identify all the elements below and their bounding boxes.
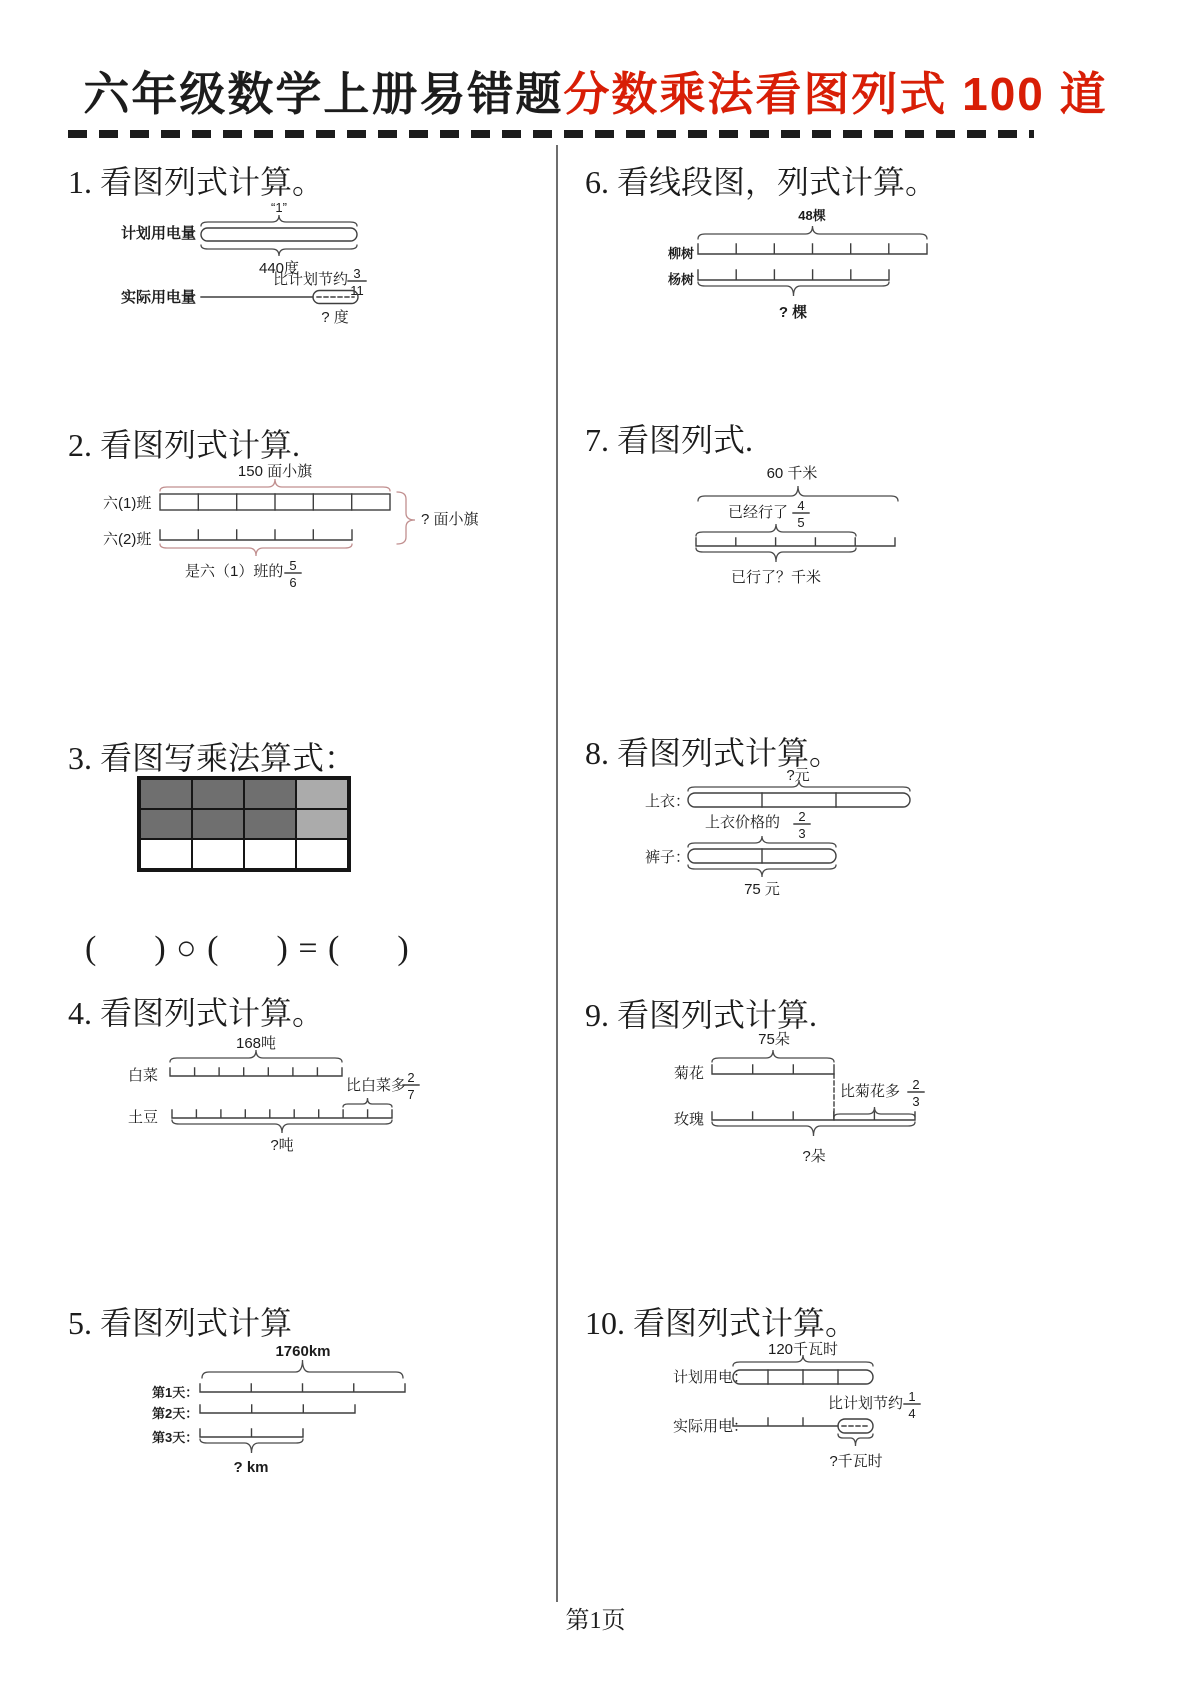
p5-heading: 5. 看图列式计算	[68, 1305, 293, 1341]
p2-ratio-denominator: 6	[289, 575, 297, 590]
p5-question-label: ? km	[233, 1459, 269, 1476]
p9-diagram	[652, 1028, 952, 1168]
p8-top-question-label: ?元	[786, 767, 810, 784]
fraction-5-6	[285, 558, 301, 590]
p6-row1-label: 柳树	[668, 246, 695, 261]
p1-saving-denominator: 11	[350, 283, 364, 298]
p8-diagram	[630, 767, 960, 900]
grid-cell-dark	[244, 779, 296, 809]
p1-row2-label: 实际用电量	[121, 289, 197, 306]
p8-over-brace	[688, 780, 910, 791]
p4-question-label: ?吨	[270, 1137, 294, 1154]
p10-diagram	[658, 1338, 950, 1470]
fraction-1-4	[904, 1389, 920, 1421]
p10-heading: 10. 看图列式计算。	[585, 1305, 858, 1341]
page-title-red: 分数乘法看图列式 100 道	[563, 68, 1108, 120]
p9-heading: 9. 看图列式计算.	[585, 997, 818, 1033]
p5-day1-line	[200, 1384, 405, 1392]
p8-ratio-numerator: 2	[798, 809, 806, 824]
p9-row2-label: 玫瑰	[674, 1111, 705, 1128]
p5-day2-line	[200, 1405, 355, 1413]
p2-class1-ticks	[198, 494, 351, 510]
p4-more-label: 比白菜多	[346, 1077, 407, 1094]
p7-done-brace	[696, 524, 856, 536]
grid-cell-white	[244, 839, 296, 869]
p9-under-brace	[712, 1122, 915, 1136]
p8-ratio-label: 上衣价格的	[705, 814, 781, 831]
p4-extra-brace	[343, 1098, 392, 1107]
p5-day3-line	[200, 1429, 303, 1437]
grid-cell-light	[296, 779, 348, 809]
p8-total-label: 75 元	[744, 881, 780, 898]
p8-jacket-bar	[688, 793, 910, 807]
p7-under-brace	[696, 548, 856, 562]
p4-row2-label: 土豆	[128, 1109, 159, 1126]
p5-over-brace	[202, 1360, 403, 1378]
p8-under-brace	[688, 865, 836, 877]
p3-equation: ( ) ○ ( ) = ( )	[85, 930, 410, 967]
p1-row1-label: 计划用电量	[121, 225, 197, 242]
fraction-4-5	[793, 498, 809, 530]
fraction-grid	[137, 776, 351, 872]
p2-ratio-label: 是六（1）班的	[185, 563, 284, 580]
p7-diagram	[648, 460, 950, 588]
p2-under-brace	[160, 544, 352, 556]
p4-under-brace	[172, 1120, 392, 1133]
page-title-black: 六年级数学上册易错题	[83, 68, 564, 120]
p10-total-label: 120千瓦时	[767, 1341, 839, 1358]
p9-more-denominator: 3	[912, 1094, 920, 1109]
fraction-2-3	[908, 1077, 924, 1109]
p6-over-brace	[698, 226, 927, 239]
p7-question-label: 已行了？千米	[730, 569, 822, 586]
p4-diagram	[100, 1028, 430, 1152]
p4-over-brace	[170, 1050, 342, 1062]
p8-row1-label: 上衣：	[645, 793, 691, 810]
p7-heading: 7. 看图列式.	[585, 422, 754, 458]
p1-under-brace	[201, 245, 357, 256]
p8-pants-over-brace	[688, 836, 836, 847]
p1-over-brace	[201, 215, 357, 226]
p6-diagram	[655, 206, 950, 324]
p1-question-label: ? 度	[321, 309, 349, 326]
grid-cell-dark	[244, 809, 296, 839]
p2-right-brace	[397, 492, 415, 544]
p5-day1-label: 第1天：	[152, 1385, 199, 1400]
p7-done-label: 已经行了	[728, 504, 789, 521]
p4-more-denominator: 7	[407, 1087, 415, 1102]
p10-question-label: ?千瓦时	[829, 1453, 883, 1470]
p6-total-label: 48棵	[798, 208, 826, 223]
p4-cabbage-line	[170, 1068, 342, 1076]
p5-diagram	[145, 1342, 430, 1477]
grid-cell-dark	[192, 809, 244, 839]
p5-total-label: 1760km	[275, 1343, 331, 1360]
p8-heading: 8. 看图列式计算。	[585, 735, 842, 771]
p10-under-brace	[838, 1434, 873, 1446]
grid-cell-light	[296, 809, 348, 839]
p6-question-label: ? 棵	[778, 304, 808, 321]
p1-saving-label: 比计划节约	[273, 271, 349, 288]
p6-row2-label: 杨树	[668, 272, 695, 287]
p10-saving-numerator: 1	[908, 1389, 916, 1404]
p2-right-question-label: ? 面小旗	[421, 511, 479, 528]
page-title	[0, 58, 1191, 124]
p10-saving-denominator: 4	[908, 1406, 916, 1421]
p10-row1-label: 计划用电：	[673, 1369, 749, 1386]
p4-more-numerator: 2	[407, 1070, 415, 1085]
p2-ratio-numerator: 5	[289, 558, 297, 573]
p6-under-brace	[698, 282, 889, 296]
p7-done-denominator: 5	[797, 515, 805, 530]
p2-row2-label: 六(2)班	[103, 531, 152, 548]
fraction-2-3	[794, 809, 810, 841]
p1-planned-bar	[201, 228, 357, 241]
p1-diagram	[95, 200, 395, 328]
p2-row1-label: 六(1)班	[103, 495, 152, 512]
p8-jacket-ticks	[762, 793, 836, 807]
title-divider	[68, 130, 1034, 138]
p9-row1-label: 菊花	[674, 1065, 705, 1082]
p10-planned-ticks	[768, 1370, 838, 1384]
p10-over-brace	[733, 1355, 873, 1366]
p6-heading: 6. 看线段图，列式计算。	[585, 164, 938, 200]
p10-actual-line	[733, 1418, 838, 1426]
p6-poplar-line	[698, 270, 889, 280]
p6-willow-line	[698, 244, 927, 254]
p4-row1-label: 白菜	[128, 1067, 159, 1084]
p1-total-label: 440度	[258, 260, 300, 277]
p3-heading: 3. 看图写乘法算式：	[68, 740, 357, 776]
p9-over-brace	[712, 1050, 834, 1062]
p1-saving-numerator: 3	[353, 266, 361, 281]
grid-cell-dark	[140, 779, 192, 809]
column-divider	[556, 145, 558, 1602]
p5-day2-label: 第2天：	[152, 1406, 199, 1421]
p9-rose-line	[712, 1112, 915, 1120]
p2-diagram	[85, 462, 525, 590]
grid-cell-dark	[192, 779, 244, 809]
p9-total-label: 75朵	[758, 1031, 790, 1048]
p2-class2-line	[160, 530, 352, 540]
p4-heading: 4. 看图列式计算。	[68, 995, 325, 1031]
p5-day3-label: 第3天：	[152, 1430, 199, 1445]
page-number: 第1页	[565, 1608, 626, 1634]
grid-cell-dark	[140, 809, 192, 839]
p7-road-line	[696, 538, 895, 546]
p5-under-brace	[200, 1439, 303, 1453]
p1-heading: 1. 看图列式计算。	[68, 164, 325, 200]
p8-ratio-denominator: 3	[798, 826, 806, 841]
p10-saving-label: 比计划节约	[828, 1395, 904, 1412]
grid-cell-white	[192, 839, 244, 869]
p7-total-label: 60 千米	[766, 465, 818, 482]
p9-more-label: 比菊花多	[840, 1083, 901, 1100]
p4-potato-line	[172, 1110, 392, 1118]
grid-cell-white	[140, 839, 192, 869]
grid-cell-white	[296, 839, 348, 869]
p9-more-numerator: 2	[912, 1077, 920, 1092]
p9-chrys-line	[712, 1065, 834, 1074]
p2-over-brace	[160, 479, 390, 491]
p4-total-label: 168吨	[235, 1035, 277, 1052]
p2-total-label: 150 面小旗	[237, 463, 313, 480]
p7-done-numerator: 4	[797, 498, 805, 513]
p2-heading: 2. 看图列式计算.	[68, 427, 301, 463]
p1-unit-one-label: “1”	[271, 200, 287, 215]
p10-row2-label: 实际用电：	[673, 1418, 749, 1435]
p9-question-label: ?朵	[802, 1148, 826, 1165]
p8-row2-label: 裤子：	[645, 849, 691, 866]
